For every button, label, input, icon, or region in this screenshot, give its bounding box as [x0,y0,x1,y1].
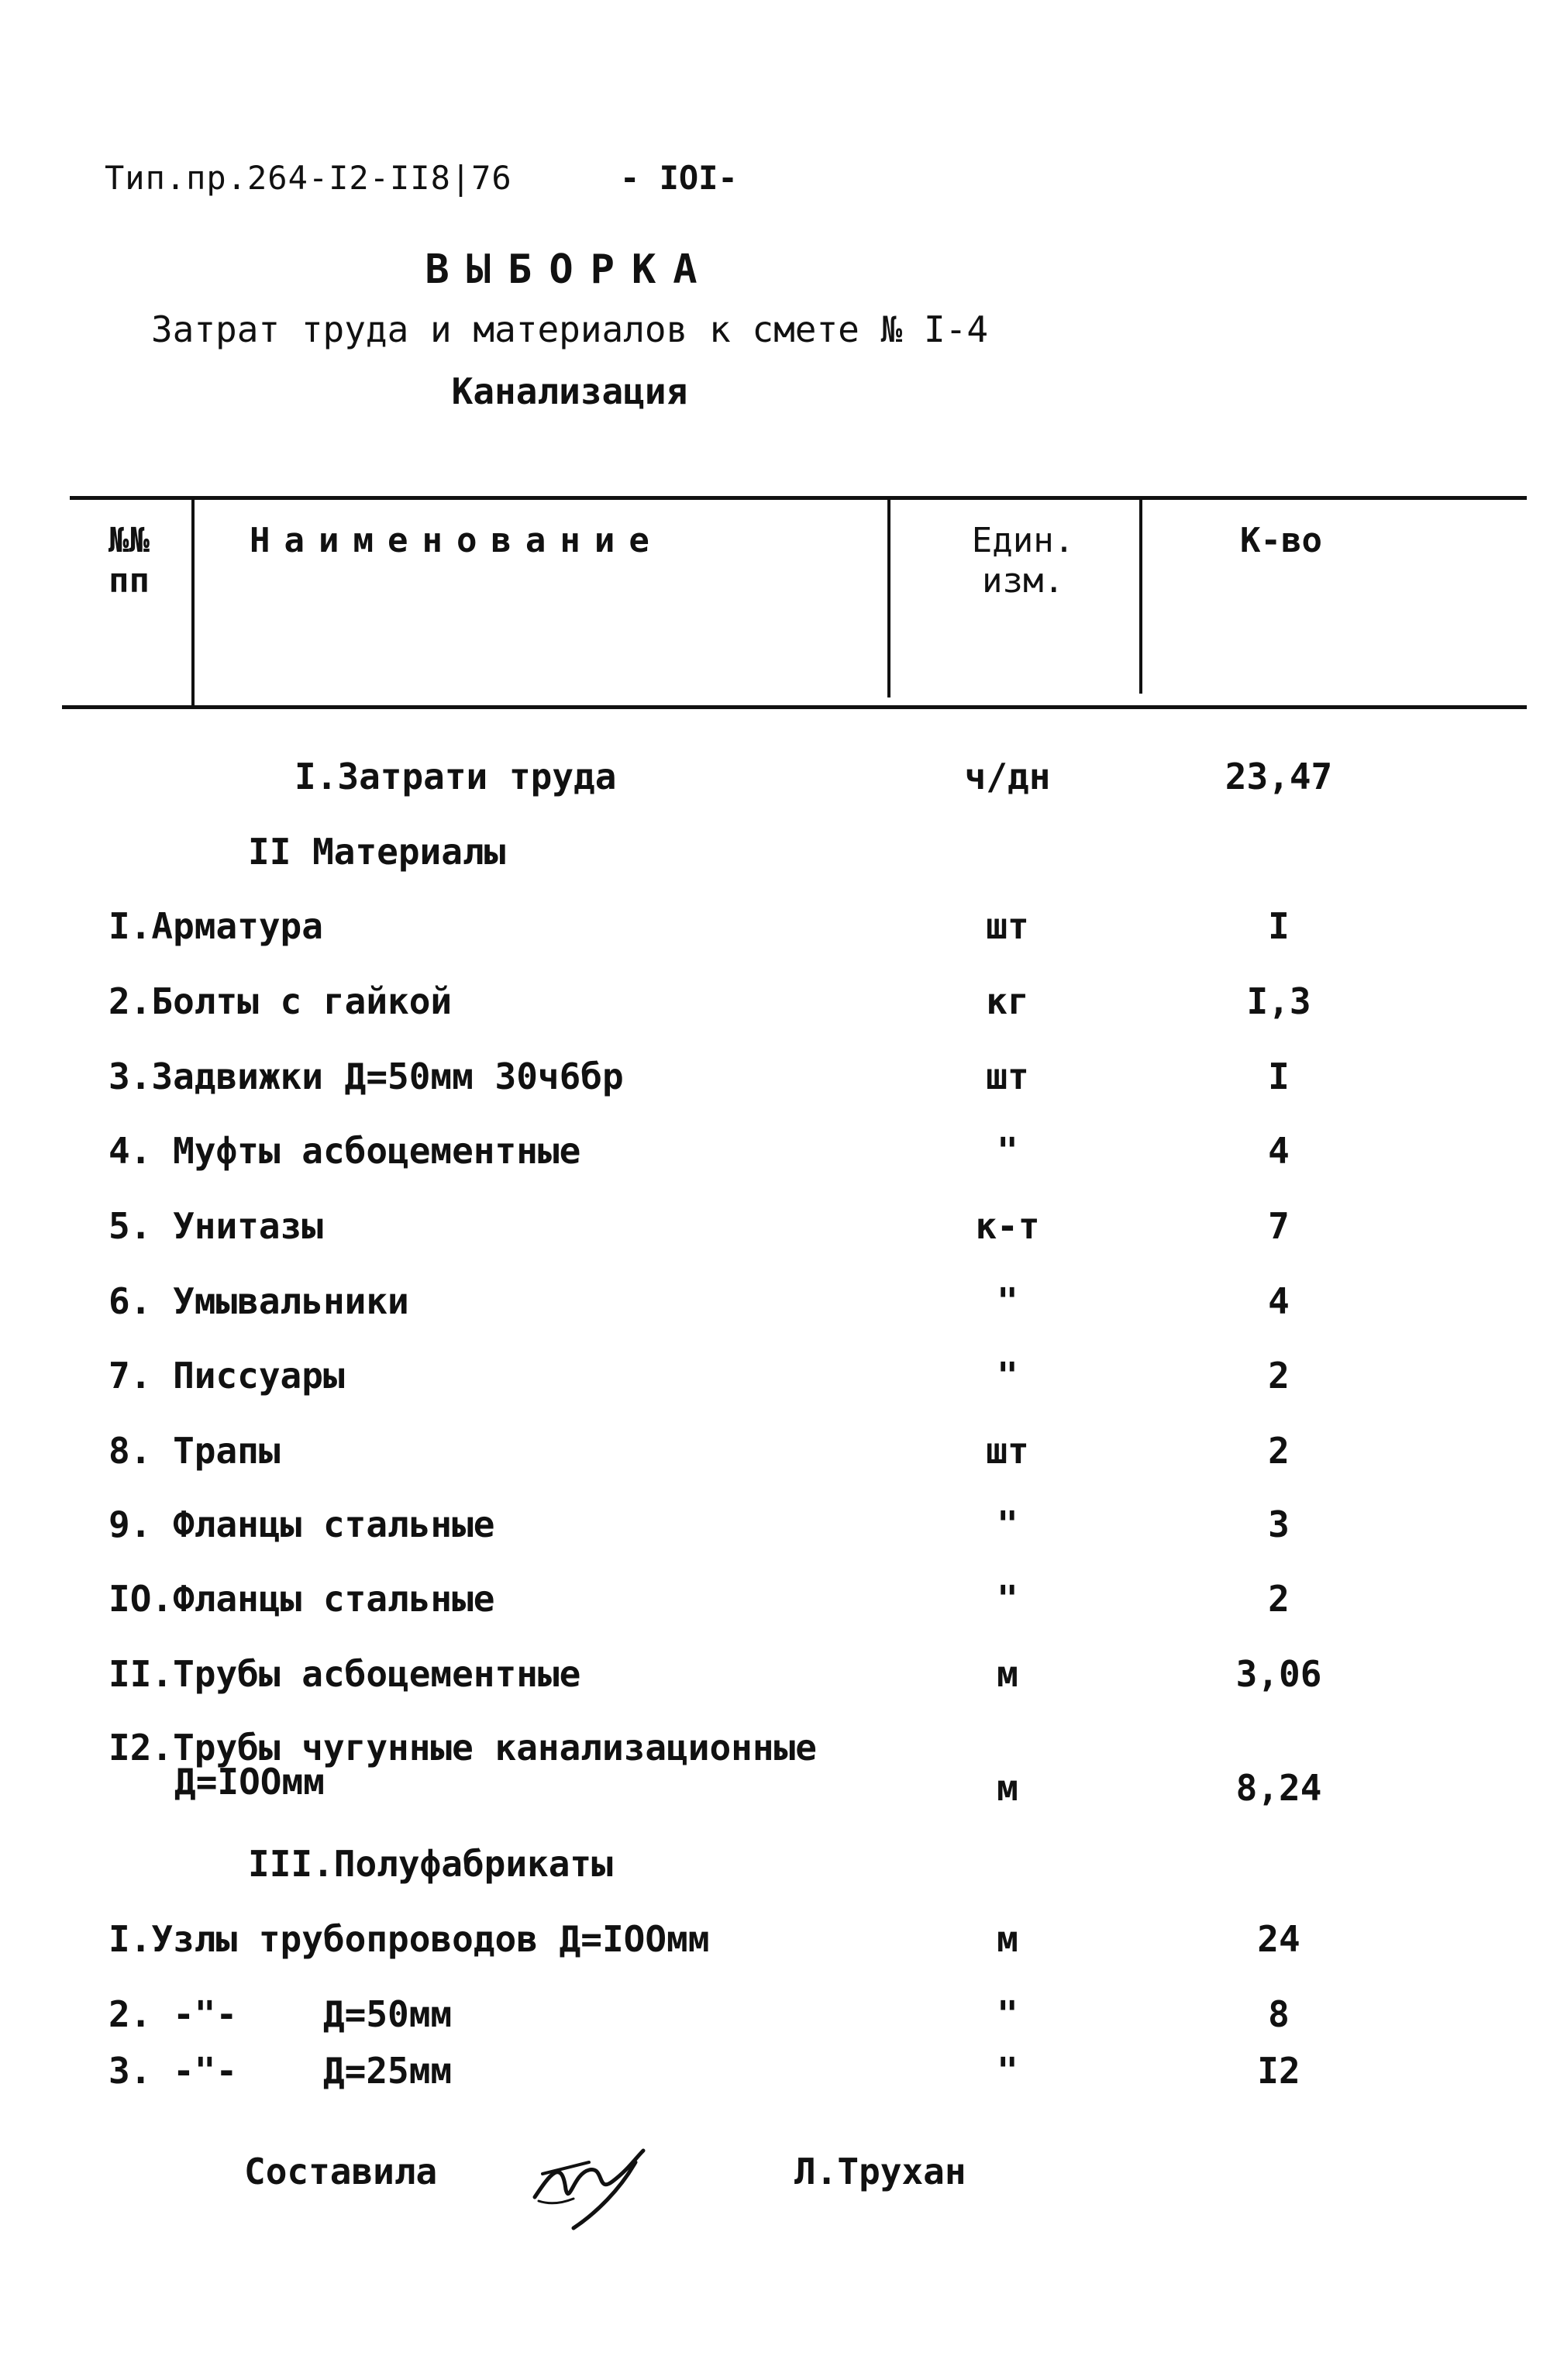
row-name: 2. -"- Д=50мм [109,1993,453,2035]
table-row [0,1355,1557,1401]
table-row [0,831,1557,877]
row-name: 9. Фланцы стальные [109,1503,495,1545]
row-name: 5. Унитазы [109,1205,323,1247]
table-row [0,1130,1557,1176]
row-quantity: 2 [1268,1578,1290,1620]
row-unit: м [997,1918,1018,1960]
row-unit: " [997,1280,1018,1322]
row-name: I.Арматура [109,905,323,947]
table-divider-unit [1139,496,1142,694]
table-divider-name [887,496,890,697]
column-header-quantity: К-во [1240,521,1322,560]
row-name: 8. Трапы [109,1430,281,1472]
row-unit: шт [986,1056,1029,1097]
row-name: 4. Муфты асбоцементные [109,1130,581,1172]
row-name: 6. Умывальники [109,1280,409,1322]
row-quantity: I [1268,1056,1290,1097]
table-row [0,1503,1557,1550]
row-quantity: 3 [1268,1503,1290,1545]
row-unit: шт [986,1430,1029,1472]
column-header-name: Наименование [250,521,663,560]
row-name: I.Узлы трубопроводов Д=IOOмм [109,1918,710,1960]
table-row [0,1918,1557,1965]
table-row [0,905,1557,952]
row-name: 7. Писсуары [109,1355,345,1397]
table-row [0,2050,1557,2096]
table-row [0,1727,1557,1820]
page-number: - IOI- [620,159,738,197]
row-name: II Материалы [248,831,506,873]
row-quantity: 2 [1268,1355,1290,1397]
row-unit: " [997,1578,1018,1620]
row-unit: кг [986,980,1029,1022]
row-name: 3. -"- Д=25мм [109,2050,453,2092]
table-header-bottom-border [62,705,1527,709]
row-quantity: 24 [1257,1918,1300,1960]
column-header-unit: Един. изм. [971,521,1075,601]
row-unit: " [997,1130,1018,1172]
signer-name: Л.Трухан [794,2151,966,2192]
row-name: 3.Задвижки Д=50мм 30ч6бр [109,1056,624,1097]
row-quantity: I2 [1257,2050,1300,2092]
row-unit: " [997,2050,1018,2092]
row-name: I.Затрати труда [295,756,617,797]
row-unit: м [997,1767,1018,1809]
table-row [0,1993,1557,2040]
row-name: 2.Болты с гайкой [109,980,453,1022]
row-unit: м [997,1653,1018,1695]
row-quantity: 8 [1268,1993,1290,2035]
row-quantity: 4 [1268,1280,1290,1322]
row-unit: шт [986,905,1029,947]
handwritten-signature [519,2127,659,2236]
row-name-continuation: Д=IOOмм [174,1761,325,1803]
row-unit: к-т [975,1205,1040,1247]
document-code: Тип.пр.264-I2-II8|76 [105,159,512,197]
table-row [0,1205,1557,1252]
table-row [0,1653,1557,1700]
row-quantity: 2 [1268,1430,1290,1472]
table-row [0,1843,1557,1889]
row-name: IO.Фланцы стальные [109,1578,495,1620]
section-title: Канализация [451,370,688,412]
table-row [0,1280,1557,1327]
row-name: I2.Трубы чугунные канализационные [109,1727,817,1769]
table-row [0,1056,1557,1102]
row-quantity: I [1268,905,1290,947]
row-unit: ч/дн [964,756,1051,797]
table-row [0,1430,1557,1476]
table-divider-num [191,496,195,709]
row-quantity: 7 [1268,1205,1290,1247]
row-name: III.Полуфабрикаты [248,1843,613,1885]
table-top-border [70,496,1527,500]
composed-by-label: Составила [244,2151,438,2192]
row-unit: " [997,1355,1018,1397]
table-row [0,980,1557,1027]
row-quantity: I,3 [1246,980,1311,1022]
table-row [0,1578,1557,1624]
row-name: II.Трубы асбоцементные [109,1653,581,1695]
table-row [0,756,1557,802]
row-quantity: 23,47 [1225,756,1333,797]
row-quantity: 8,24 [1235,1767,1322,1809]
row-unit: " [997,1503,1018,1545]
column-header-number: №№ пп [109,521,150,601]
document-title: ВЫБОРКА [425,246,715,293]
row-unit: " [997,1993,1018,2035]
row-quantity: 3,06 [1235,1653,1322,1695]
document-subtitle: Затрат труда и материалов к смете № I-4 [150,308,989,350]
row-quantity: 4 [1268,1130,1290,1172]
